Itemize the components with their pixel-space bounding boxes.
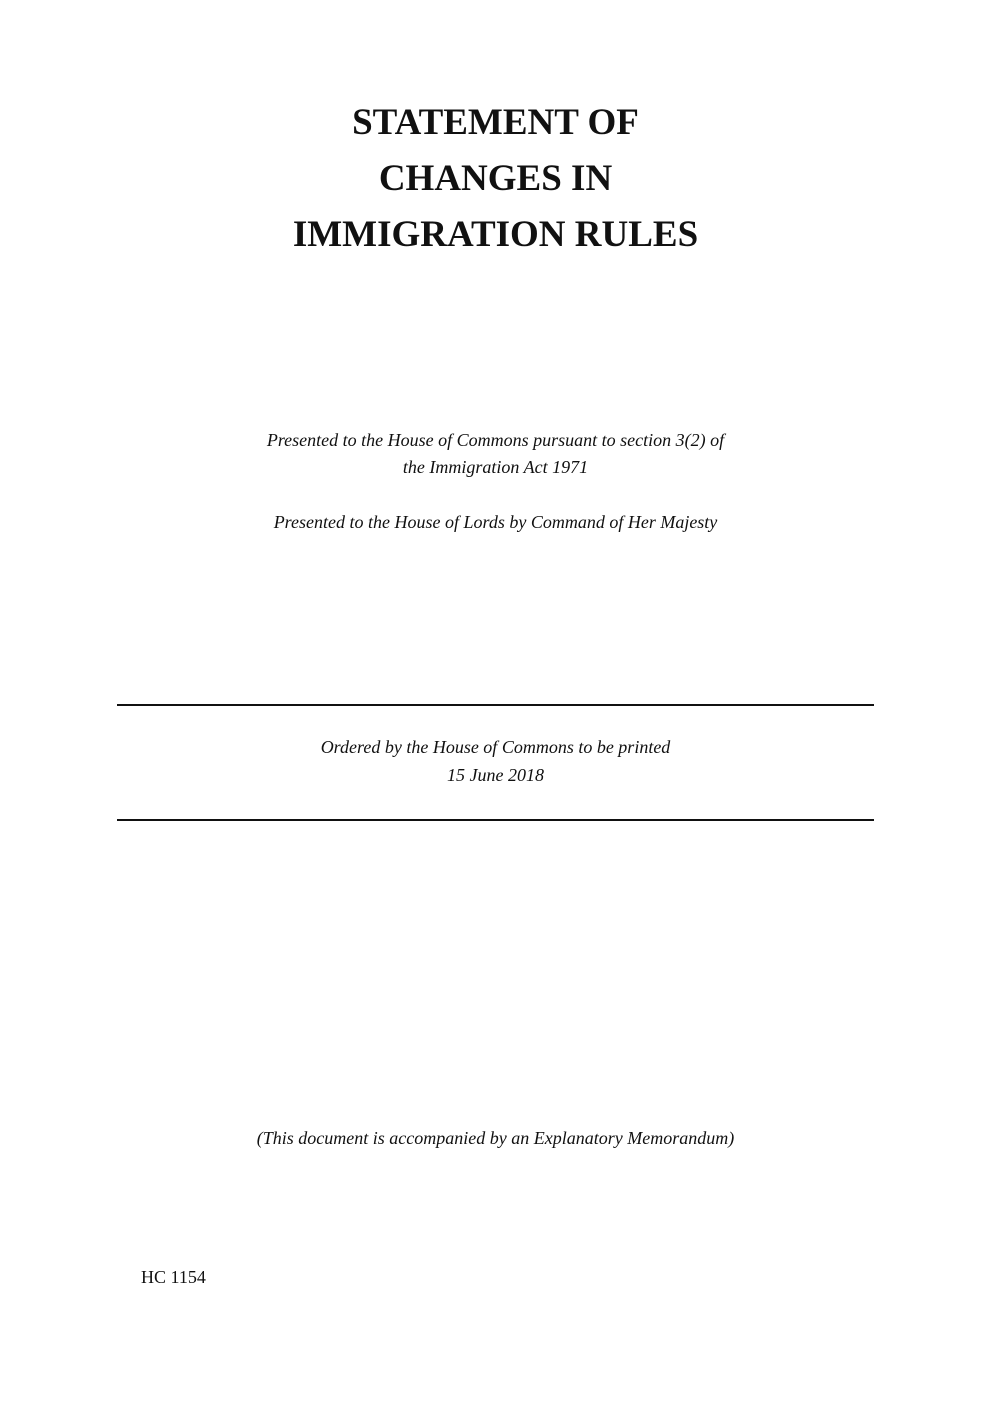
ordered-to-be-printed xyxy=(0,733,991,789)
title-line-2: CHANGES IN xyxy=(378,158,613,199)
memorandum-note: (This document is accompanied by an Explanatory Memorandum) xyxy=(256,1128,735,1148)
presented-commons-line-2: the Immigration Act 1971 xyxy=(402,457,589,477)
hc-number: HC 1154 xyxy=(141,1267,206,1287)
presented-to-commons xyxy=(0,427,991,481)
presented-commons-line-1: Presented to the House of Commons pursuant to section 3(2) of xyxy=(266,430,725,450)
ordered-date: 15 June 2018 xyxy=(447,765,544,785)
title-line-1: STATEMENT OF xyxy=(352,102,639,143)
presented-to-lords: Presented to the House of Lords by Command of Her Majesty xyxy=(273,512,718,532)
top-divider xyxy=(117,704,874,706)
title-line-3: IMMIGRATION RULES xyxy=(292,214,699,255)
bottom-divider xyxy=(117,819,874,821)
ordered-line: Ordered by the House of Commons to be printed xyxy=(320,737,671,757)
document-title xyxy=(0,95,991,263)
